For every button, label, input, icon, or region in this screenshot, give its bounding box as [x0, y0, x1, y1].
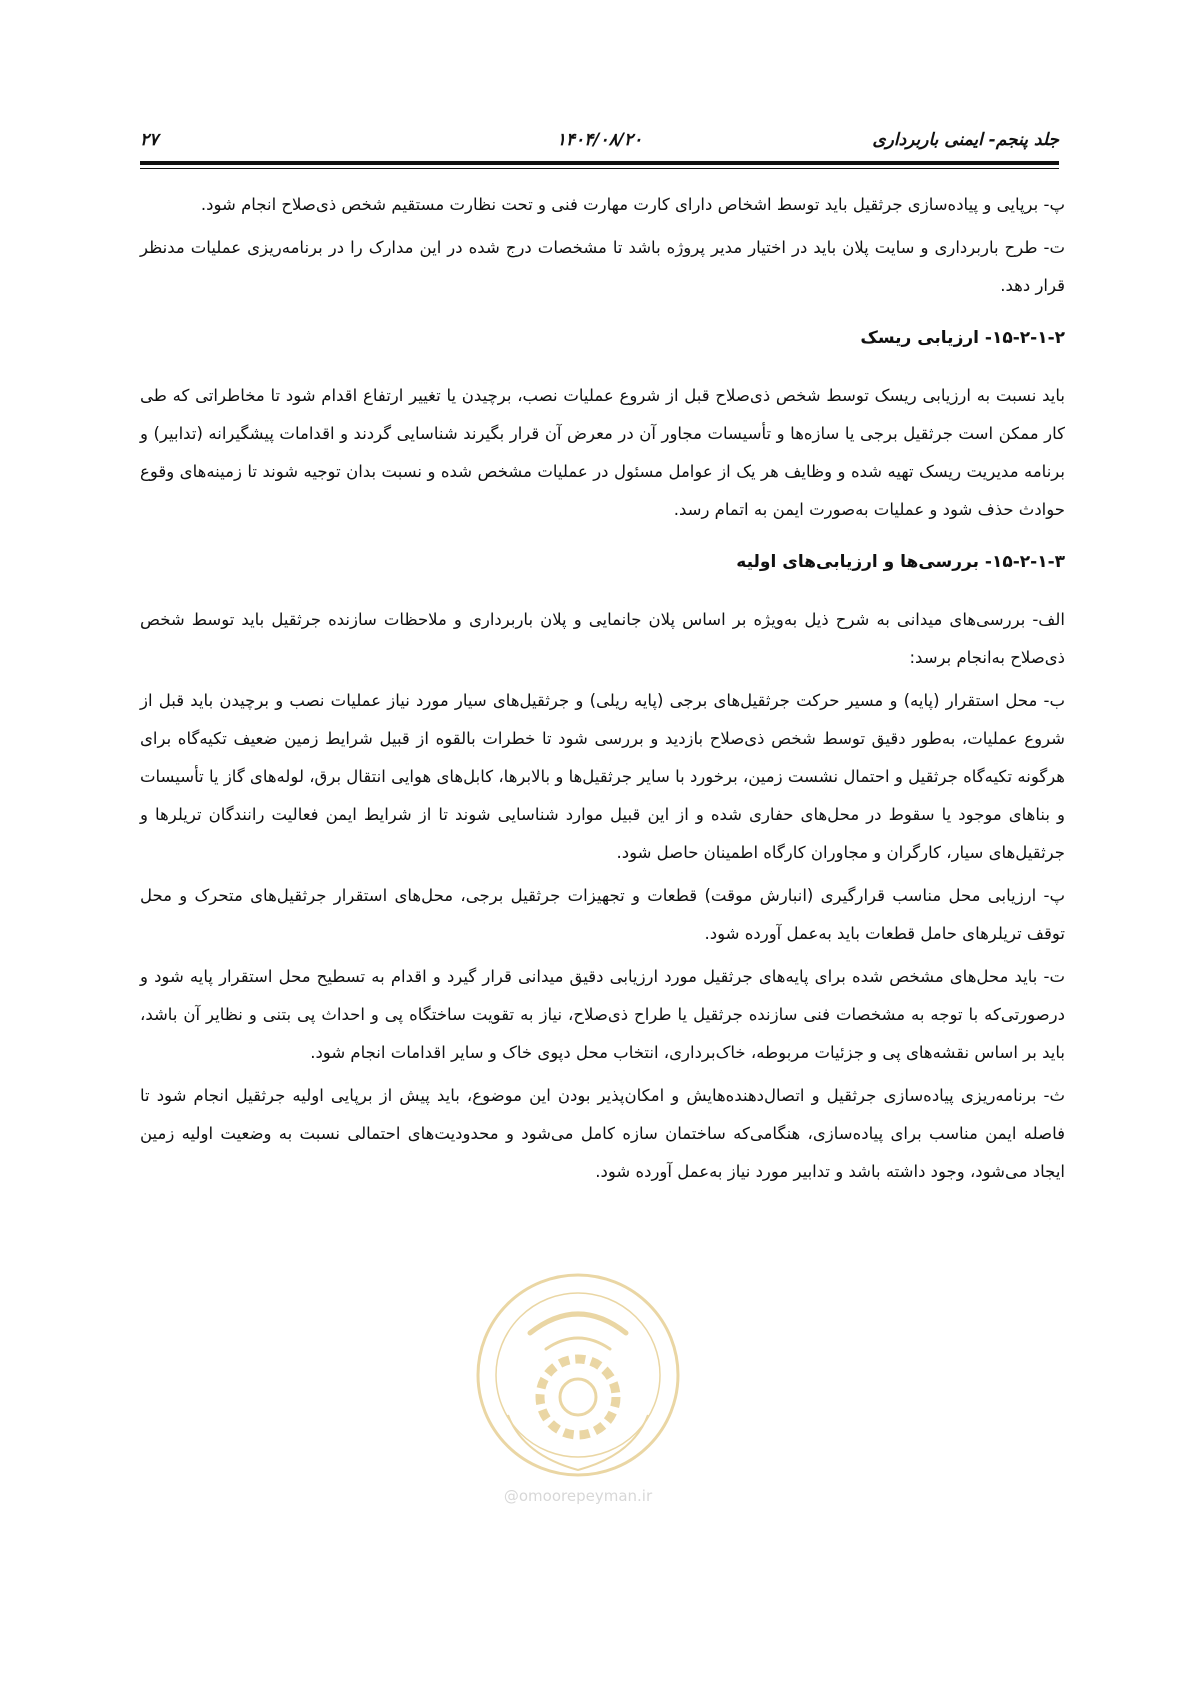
paragraph-pe: پ- ارزیابی محل مناسب قرارگیری (انبارش موقت) قطعات و تجهیزات جرثقیل برجی، محل‌های استقرار جرثقیل‌های متحرک و محل توقف تریلرهای حامل قطعات باید به‌عمل آورده شود. — [140, 886, 1065, 943]
paragraph-t: ت- طرح باربرداری و سایت پلان باید در اختیار مدیر پروژه باشد تا مشخصات درج شده در این مدارک را در برنامه‌ریزی عملیات مدنظر قرار دهد. — [140, 238, 1065, 295]
watermark-logo — [468, 1265, 688, 1515]
header-rule-thin — [140, 168, 1059, 169]
section-heading-initial-reviews: ۱۵-۲-۱-۳- بررسی‌ها و ارزیابی‌های اولیه — [736, 552, 1065, 572]
header-date: ۱۴۰۴/۰۸/۲۰ — [556, 130, 643, 150]
paragraph-te: ت- باید محل‌های مشخص شده برای پایه‌های جرثقیل مورد ارزیابی دقیق میدانی قرار گیرد و اقدام به تسطیح محل استقرار پایه شود و درصورتی‌که با توجه به مشخصات فنی سازنده جرثقیل یا طراح ذی‌صلاح، نیاز به تقویت ساختگاه پی و احداث پی بتنی و نظایر آن باشد، باید بر اساس نقشه‌های پی و جزئیات مربوطه، خاک‌برداری، انتخاب محل دپوی خاک و سایر اقدامات انجام شود. — [140, 967, 1065, 1062]
section-heading-risk-assessment: ۱۵-۲-۱-۲- ارزیابی ریسک — [860, 328, 1065, 348]
paragraph-se: ث- برنامه‌ریزی پیاده‌سازی جرثقیل و اتصال‌دهنده‌هایش و امکان‌پذیر بودن این موضوع، باید پیش از برپایی اولیه جرثقیل انجام شود تا فاصله ایمن مناسب برای پیاده‌سازی، هنگامی‌که ساختمان سازه کامل می‌شود و محدودیت‌های احتمالی نسبت به وضعیت اولیه زمین ایجاد می‌شود، وجود داشته باشد و تدابیر مورد نیاز به‌عمل آورده شود. — [140, 1086, 1065, 1181]
body-text — [140, 186, 1065, 1196]
watermark-site: @omoorepeyman.ir — [503, 1487, 653, 1505]
header-rule-thick — [140, 161, 1059, 165]
paragraph-be: ب- محل استقرار (پایه) و مسیر حرکت جرثقیل‌های برجی (پایه ریلی) و جرثقیل‌های سیار مورد نیاز عملیات نصب و برچیدن باید قبل از شروع عملیات، به‌طور دقیق توسط شخص ذی‌صلاح بازدید و بررسی شود تا خطرات بالقوه از قبیل شرایط زمین ضعیف تکیه‌گاه برای هرگونه تکیه‌گاه جرثقیل و احتمال نشست زمین، برخورد با سایر جرثقیل‌ها و بالابرها، کابل‌های هوایی انتقال برق، لوله‌های گاز یا تأسیسات و بناهای موجود یا سقوط در محل‌های حفاری شده و از این قبیل موارد شناسایی شوند تا از شرایط ایمن فعالیت رانندگان تریلرها و جرثقیل‌های سیار، کارگران و مجاوران کارگاه اطمینان حاصل شود. — [140, 691, 1065, 862]
running-header — [140, 124, 1059, 160]
header-title: جلد پنجم- ایمنی باربرداری — [872, 130, 1059, 150]
paragraph-alef: الف- بررسی‌های میدانی به شرح ذیل به‌ویژه بر اساس پلان جانمایی و پلان باربرداری و ملاحظات سازنده جرثقیل باید توسط شخص ذی‌صلاح به‌انجام برسد: — [140, 610, 1065, 667]
paragraph-risk: باید نسبت به ارزیابی ریسک توسط شخص ذی‌صلاح قبل از شروع عملیات نصب، برچیدن یا تغییر ارتفاع اقدام شود تا مخاطراتی که طی کار ممکن است جرثقیل برجی یا سازه‌ها و تأسیسات مجاور آن در معرض آن قرار بگیرند شناسایی گردند و اقدامات پیشگیرانه (تدابیر) و برنامه مدیریت ریسک تهیه شده و وظایف هر یک از عوامل مسئول در عملیات مشخص شده و نسبت بدان توجیه شوند تا زمینه‌های وقوع حوادث حذف شود و عملیات به‌صورت ایمن به اتمام رسد. — [140, 386, 1065, 519]
page-number: ۲۷ — [140, 130, 159, 150]
watermark-seal-icon — [468, 1265, 688, 1485]
paragraph-p: پ- برپایی و پیاده‌سازی جرثقیل باید توسط اشخاص دارای کارت مهارت فنی و تحت نظارت مستقیم شخص ذی‌صلاح انجام شود. — [200, 195, 1065, 214]
